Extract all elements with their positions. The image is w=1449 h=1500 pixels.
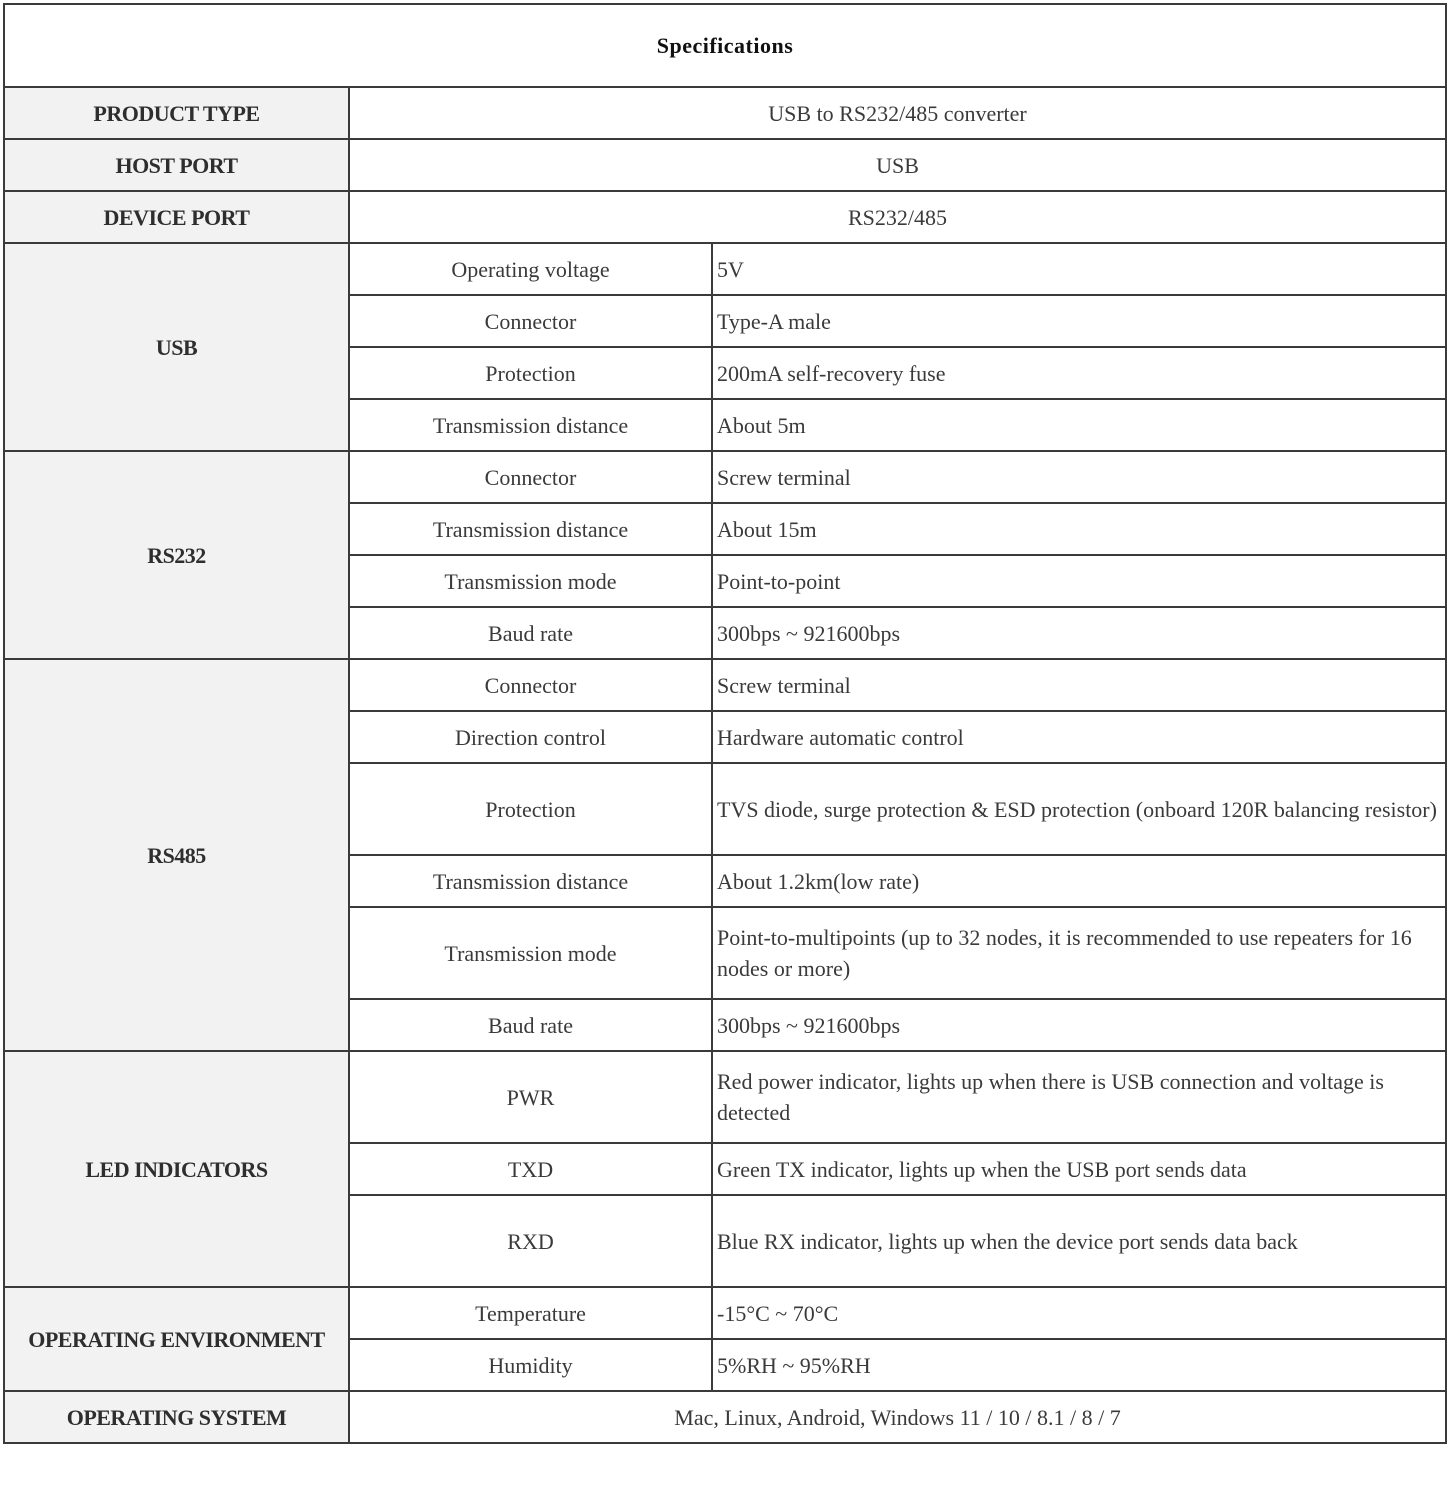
specifications-sheet xyxy=(3,3,1445,1496)
category-operating-environment: OPERATING ENVIRONMENT xyxy=(4,1287,349,1391)
value-cell: 5V xyxy=(712,243,1446,295)
value-cell: 300bps ~ 921600bps xyxy=(712,607,1446,659)
table-row xyxy=(4,1287,1446,1339)
param-cell: Transmission mode xyxy=(349,555,712,607)
value-cell: Red power indicator, lights up when there is USB connection and voltage is detected xyxy=(712,1051,1446,1143)
value-cell: Type-A male xyxy=(712,295,1446,347)
value-cell: Hardware automatic control xyxy=(712,711,1446,763)
table-row xyxy=(4,243,1446,295)
value-product-type: USB to RS232/485 converter xyxy=(349,87,1446,139)
category-rs232: RS232 xyxy=(4,451,349,659)
value-cell: 200mA self-recovery fuse xyxy=(712,347,1446,399)
value-device-port: RS232/485 xyxy=(349,191,1446,243)
spec-row-product-type xyxy=(4,87,1446,139)
param-cell: Humidity xyxy=(349,1339,712,1391)
table-row xyxy=(4,1051,1446,1143)
page-title: Specifications xyxy=(4,4,1446,87)
value-host-port: USB xyxy=(349,139,1446,191)
param-cell: Connector xyxy=(349,295,712,347)
category-led-indicators: LED INDICATORS xyxy=(4,1051,349,1287)
param-cell: Transmission distance xyxy=(349,399,712,451)
value-cell: 5%RH ~ 95%RH xyxy=(712,1339,1446,1391)
value-cell: Green TX indicator, lights up when the USB port sends data xyxy=(712,1143,1446,1195)
param-cell: Transmission distance xyxy=(349,855,712,907)
param-cell: Operating voltage xyxy=(349,243,712,295)
param-cell: TXD xyxy=(349,1143,712,1195)
category-operating-system: OPERATING SYSTEM xyxy=(4,1391,349,1443)
spec-row-device-port xyxy=(4,191,1446,243)
value-cell: TVS diode, surge protection & ESD protection (onboard 120R balancing resistor) xyxy=(712,763,1446,855)
spec-row-host-port xyxy=(4,139,1446,191)
spec-row-operating-system xyxy=(4,1391,1446,1443)
param-cell: Baud rate xyxy=(349,999,712,1051)
value-cell: Blue RX indicator, lights up when the device port sends data back xyxy=(712,1195,1446,1287)
category-device-port: DEVICE PORT xyxy=(4,191,349,243)
param-cell: PWR xyxy=(349,1051,712,1143)
value-cell: About 5m xyxy=(712,399,1446,451)
category-usb: USB xyxy=(4,243,349,451)
value-cell: Point-to-point xyxy=(712,555,1446,607)
table-row xyxy=(4,659,1446,711)
category-rs485: RS485 xyxy=(4,659,349,1051)
param-cell: Connector xyxy=(349,659,712,711)
value-cell: Point-to-multipoints (up to 32 nodes, it is recommended to use repeaters for 16 nodes or more) xyxy=(712,907,1446,999)
param-cell: Transmission mode xyxy=(349,907,712,999)
value-cell: Screw terminal xyxy=(712,659,1446,711)
category-host-port: HOST PORT xyxy=(4,139,349,191)
value-cell: Screw terminal xyxy=(712,451,1446,503)
specifications-table xyxy=(3,3,1447,1444)
param-cell: Temperature xyxy=(349,1287,712,1339)
param-cell: Direction control xyxy=(349,711,712,763)
param-cell: Connector xyxy=(349,451,712,503)
value-cell: About 15m xyxy=(712,503,1446,555)
param-cell: Protection xyxy=(349,347,712,399)
param-cell: Protection xyxy=(349,763,712,855)
value-cell: About 1.2km(low rate) xyxy=(712,855,1446,907)
table-row xyxy=(4,451,1446,503)
value-cell: 300bps ~ 921600bps xyxy=(712,999,1446,1051)
param-cell: Transmission distance xyxy=(349,503,712,555)
value-cell: -15°C ~ 70°C xyxy=(712,1287,1446,1339)
category-product-type: PRODUCT TYPE xyxy=(4,87,349,139)
param-cell: RXD xyxy=(349,1195,712,1287)
value-operating-system: Mac, Linux, Android, Windows 11 / 10 / 8.1 / 8 / 7 xyxy=(349,1391,1446,1443)
title-row xyxy=(4,4,1446,87)
param-cell: Baud rate xyxy=(349,607,712,659)
